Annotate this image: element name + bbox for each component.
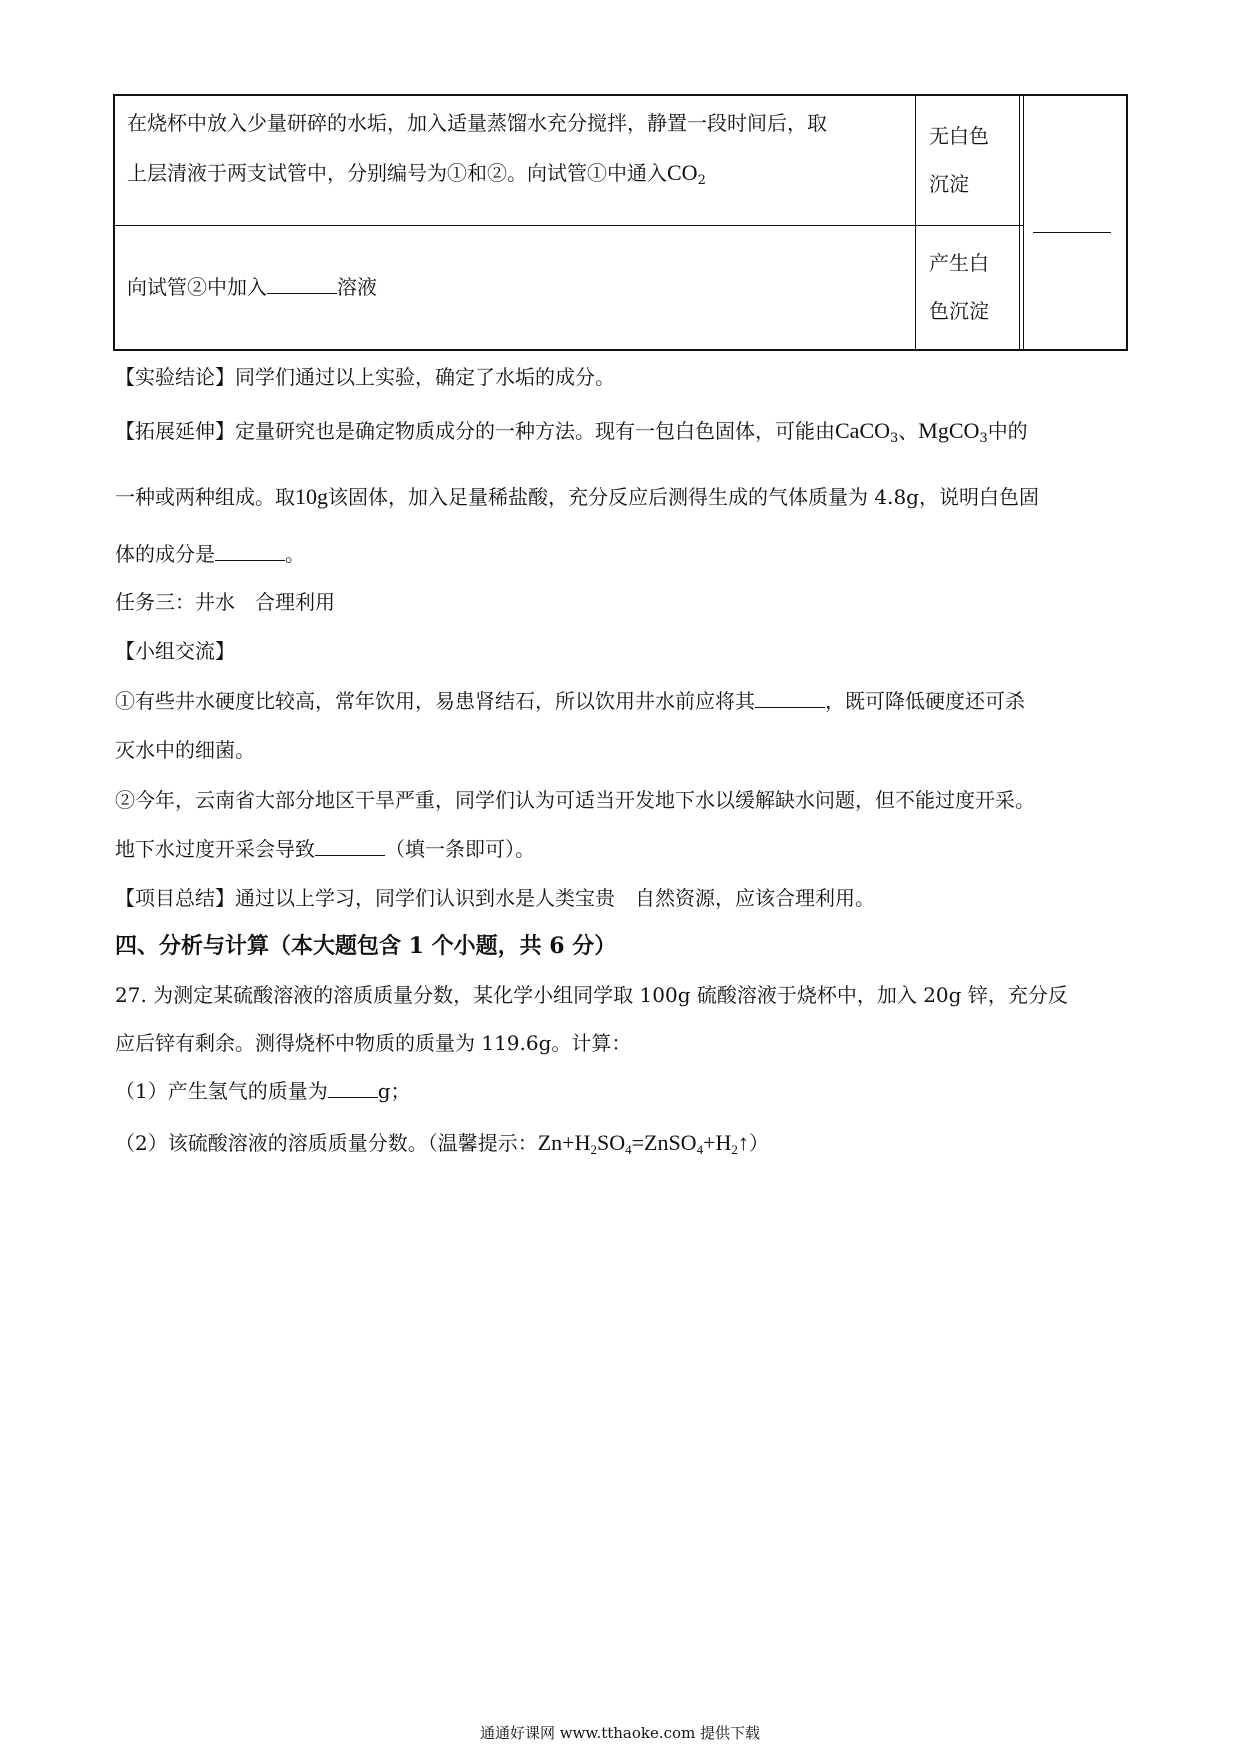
extension-line2-suffix: 该固体，加入足量稀盐酸，充分反应后测得生成的气体质量为 4.8g，说明白色固 (328, 485, 1039, 509)
item1-line-2: 灭水中的细菌。 (115, 738, 255, 762)
eq-term-b-subscript: 4 (625, 1142, 632, 1157)
table-row2-suffix: 溶液 (337, 275, 377, 299)
table-row1-line2 (127, 148, 827, 198)
question-27-part-2 (115, 1130, 769, 1156)
table-border-left (113, 94, 115, 351)
question-27-line-2: 应后锌有剩余。测得烧杯中物质的质量为 119.6g。计算： (115, 1031, 632, 1055)
eq-term-b: SO (596, 1130, 626, 1155)
task3-heading: 任务三：井水 合理利用 (115, 590, 335, 614)
table-border-top (113, 94, 1128, 96)
table-row1-line2-text: 上层清液于两支试管中，分别编号为①和②。向试管①中通入 (127, 161, 667, 185)
item2-line-1: ②今年，云南省大部分地区干旱严重，同学们认为可适当开发地下水以缓解缺水问题，但不能过度开采。 (115, 788, 1035, 812)
question-27-line-1: 27. 为测定某硫酸溶液的溶质质量分数，某化学小组同学取 100g 硫酸溶液于烧杯中，加入 20g 锌，充分反 (115, 983, 1068, 1007)
extension-separator: 、 (898, 419, 919, 443)
extension-line-2 (115, 484, 1039, 510)
table-row-divider (113, 225, 1023, 226)
gas-arrow-icon: ↑ (737, 1130, 749, 1155)
extension-line2-prefix: 一种或两种组成。取 (115, 485, 295, 509)
chem-co2: CO (667, 160, 698, 185)
table-row1-result-line1: 无白色 (929, 124, 989, 148)
item2-line2-prefix: 地下水过度开采会导致 (115, 837, 315, 861)
eq-term-a-subscript: 2 (590, 1142, 597, 1157)
q27-part1-prefix: （1）产生氢气的质量为 (115, 1079, 328, 1103)
answer-blank[interactable] (315, 837, 385, 856)
item2-line-2 (115, 836, 535, 862)
table-row2-result-line1: 产生白 (929, 251, 989, 275)
chem-caco3: CaCO (835, 418, 890, 443)
table-row2-prefix: 向试管②中加入 (127, 275, 267, 299)
table-row1-line1: 在烧杯中放入少量研碎的水垢，加入适量蒸馏水充分搅拌，静置一段时间后，取 (127, 111, 827, 135)
answer-blank[interactable] (267, 275, 337, 294)
q27-part2-suffix: ） (748, 1131, 769, 1155)
table-col-divider-3 (1023, 94, 1024, 351)
extension-line1-suffix: 中的 (987, 419, 1028, 443)
section-heading (115, 929, 616, 960)
answer-blank[interactable] (755, 689, 825, 708)
item2-line2-suffix: （填一条即可）。 (385, 837, 535, 861)
item1-line1-suffix: ，既可降低硬度还可杀 (825, 689, 1025, 713)
answer-blank[interactable] (328, 1079, 378, 1098)
table-row1-result (929, 112, 989, 208)
eq-term-d-subscript: 2 (731, 1142, 738, 1157)
table-border-right (1126, 94, 1128, 351)
table-col-divider-1 (915, 94, 916, 351)
group-discussion-heading: 【小组交流】 (115, 639, 235, 663)
table-row2-result (929, 239, 989, 335)
chem-mgco3-subscript: 3 (979, 431, 988, 446)
reaction-equation (538, 1130, 749, 1155)
chem-caco3-subscript: 3 (890, 431, 899, 446)
section4-title: 四、分析与计算（本大题包含 1 个小题，共 6 分） (115, 933, 617, 959)
mass-value: 10g (295, 484, 328, 509)
table-col-divider-2 (1019, 94, 1020, 351)
item1-line1-prefix: ①有些井水硬度比较高，常年饮用，易患肾结石，所以饮用井水前应将其 (115, 689, 755, 713)
table-row1-step (127, 98, 827, 198)
eq-term-d: +H (703, 1130, 732, 1155)
extension-line3-prefix: 体的成分是 (115, 542, 215, 566)
question-27-part-1 (115, 1078, 411, 1104)
extension-line-1 (115, 418, 1028, 444)
table-row1-result-line2: 沉淀 (929, 172, 969, 196)
eq-term-a: Zn+H (537, 1130, 591, 1155)
table-answer-blank (1033, 232, 1111, 233)
eq-term-c: =ZnSO (631, 1130, 697, 1155)
extension-line1-text: 【拓展延伸】定量研究也是确定物质成分的一种方法。现有一包白色固体，可能由 (115, 419, 835, 443)
chem-mgco3: MgCO (918, 418, 980, 443)
table-row2-step (127, 262, 377, 312)
table-border-bottom (113, 349, 1128, 351)
table-row2-result-line2: 色沉淀 (929, 299, 989, 323)
q27-part1-suffix: g； (377, 1079, 411, 1103)
extension-line-3 (115, 541, 305, 567)
conclusion-paragraph: 【实验结论】同学们通过以上实验，确定了水垢的成分。 (115, 365, 615, 389)
answer-blank[interactable] (215, 542, 285, 561)
q27-part2-prefix: （2）该硫酸溶液的溶质质量分数。（温馨提示： (115, 1131, 538, 1155)
item1-line-1 (115, 688, 1025, 714)
extension-line3-suffix: 。 (285, 542, 305, 566)
eq-term-c-subscript: 4 (696, 1142, 704, 1157)
page-footer: 通通好课网 www.tthaoke.com 提供下载 (479, 1724, 761, 1742)
chem-co2-subscript: 2 (697, 173, 706, 188)
project-summary: 【项目总结】通过以上学习，同学们认识到水是人类宝贵 自然资源，应该合理利用。 (115, 886, 875, 910)
experiment-table (113, 94, 1128, 351)
